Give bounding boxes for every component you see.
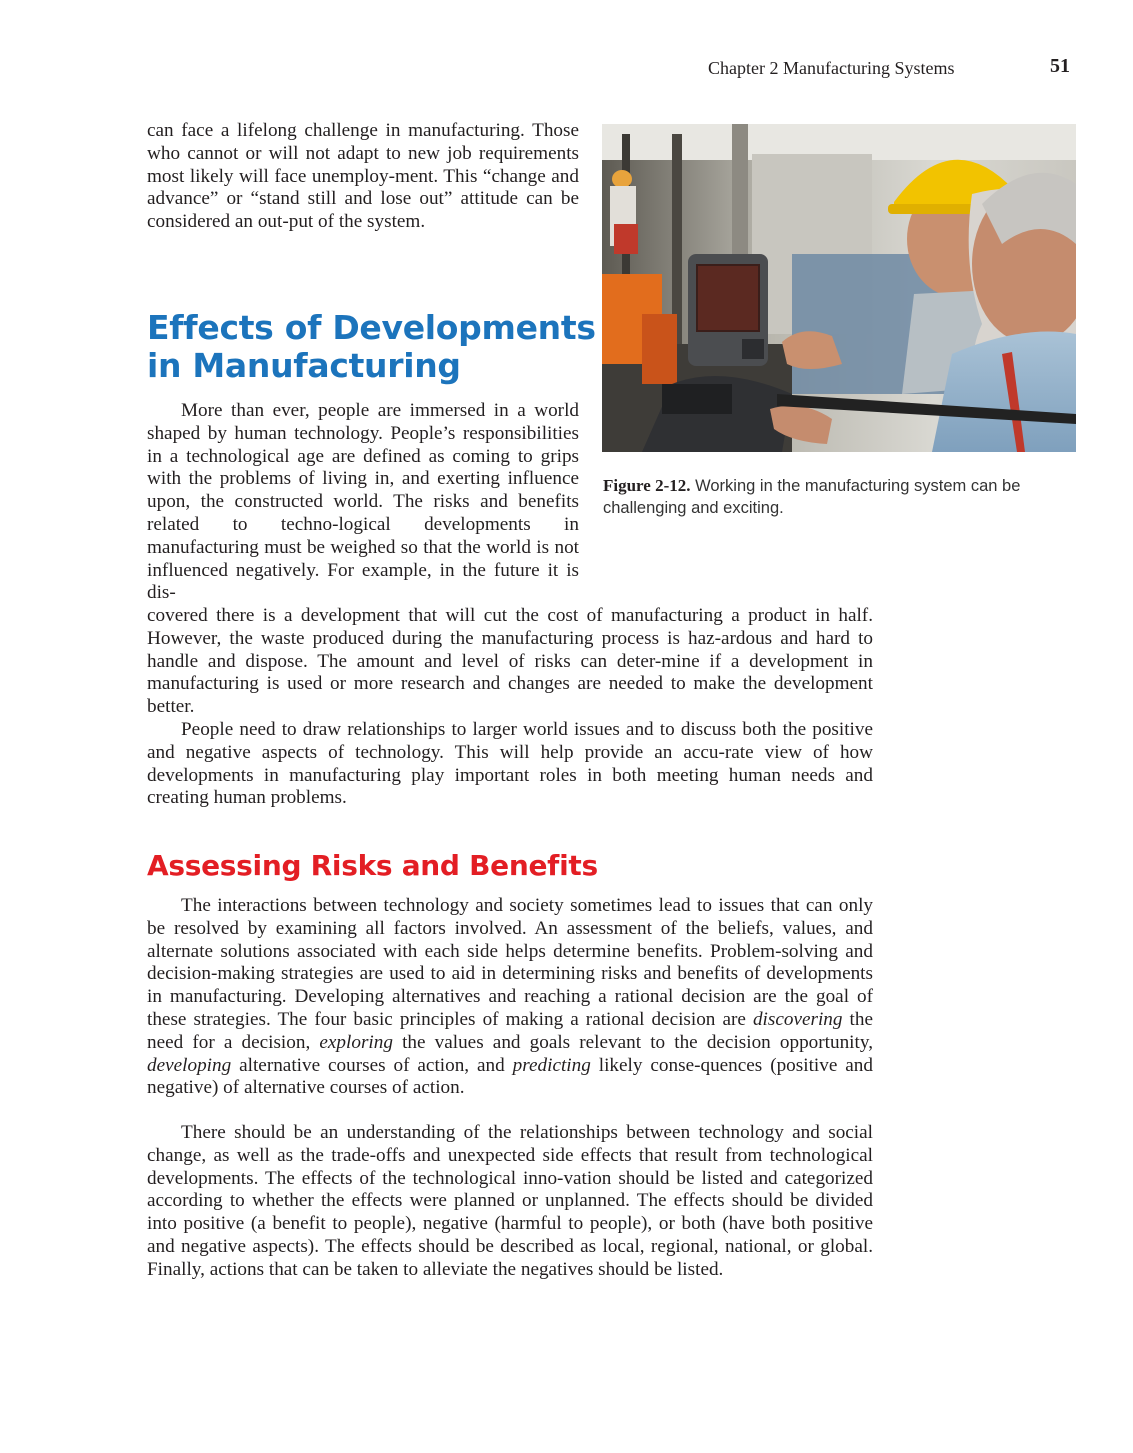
emphasis-discovering: discovering xyxy=(752,1008,843,1030)
effects-paragraph-2: People need to draw relationships to larger world issues and to discuss both the positive and negative aspects of technology. This will help provide an accu-rate view of how developments in manufacturing play important roles in both meeting human needs and creating human problems. xyxy=(147,719,873,809)
section-heading-effects xyxy=(147,309,596,385)
emphasis-exploring: exploring xyxy=(319,1031,393,1053)
section-heading-line1: Effects of Developments xyxy=(147,308,596,347)
figure-photo xyxy=(602,124,1076,452)
factory-workers-photo xyxy=(602,124,1076,452)
assessing-paragraph-1 xyxy=(147,895,873,1100)
figure-label: Figure 2-12. xyxy=(603,476,691,495)
emphasis-predicting: predicting xyxy=(512,1054,591,1076)
chapter-title: Chapter 2 Manufacturing Systems xyxy=(708,58,955,78)
assessing-p1-text-d: alternative courses of action, and xyxy=(231,1054,513,1076)
section-heading-line2: in Manufacturing xyxy=(147,346,461,385)
figure-caption-text: Working in the manufacturing system can be challenging and exciting. xyxy=(603,477,1021,517)
assessing-p1-text-a: The interactions between technology and society sometimes lead to issues that can only be resolved by examining all factors involved. An assessment of the beliefs, values, and alternate solutions associated with each side helps determine benefits. Problem-solving and decision-making strategies are used to aid in determining risks and benefits of developments in manufacturing. Developing alternatives and reaching a rational decision are the goal of these strategies. The four basic principles of making a rational decision are xyxy=(147,895,873,1030)
assessing-p1-text-b: the need for a decision, xyxy=(147,1008,873,1053)
effects-paragraph-1-continued: covered there is a development that will cut the cost of manufacturing a product in half. However, the waste produced during the manufacturing process is haz-ardous and hard to handle and dispose. The amount and level of risks can deter-mine if a development in manufacturing is used or more research and changes are needed to make the development better. xyxy=(147,605,873,718)
emphasis-developing: developing xyxy=(147,1054,232,1076)
assessing-p1-text-c: the values and goals relevant to the decision opportunity, xyxy=(392,1031,873,1053)
assessing-paragraph-2: There should be an understanding of the relationships between technology and social change, as well as the trade-offs and unexpected side effects that result from technological developments. The effects of the technological inno-vation should be listed and categorized according to whether the effects were planned or unplanned. The effects should be divided into positive (a benefit to people), negative (harmful to people), or both (have both positive and negative aspects). The effects should be described as local, regional, national, or global. Finally, actions that can be taken to alleviate the negatives should be listed. xyxy=(147,1122,873,1280)
effects-paragraph-1: More than ever, people are immersed in a world shaped by human technology. People’s responsibilities in a technological age are defined as coming to grips with the problems of living in, and exerting influence upon, the constructed world. The risks and benefits related to techno-logical developments in manufacturing must be weighed so that the world is not influenced negatively. For example, in the future it is dis- xyxy=(147,400,579,604)
page-number: 51 xyxy=(1050,55,1070,77)
running-header xyxy=(0,55,1133,84)
assessing-p1-text-e: likely conse-quences (positive and negative) of alternative courses of action. xyxy=(147,1054,873,1099)
figure-caption xyxy=(603,475,1063,519)
section-heading-assessing: Assessing Risks and Benefits xyxy=(147,849,598,882)
intro-paragraph: can face a lifelong challenge in manufacturing. Those who cannot or will not adapt to new job requirements most likely will face unemploy-ment. This “change and advance” or “stand still and lose out” attitude can be considered an out-put of the system. xyxy=(147,120,579,233)
